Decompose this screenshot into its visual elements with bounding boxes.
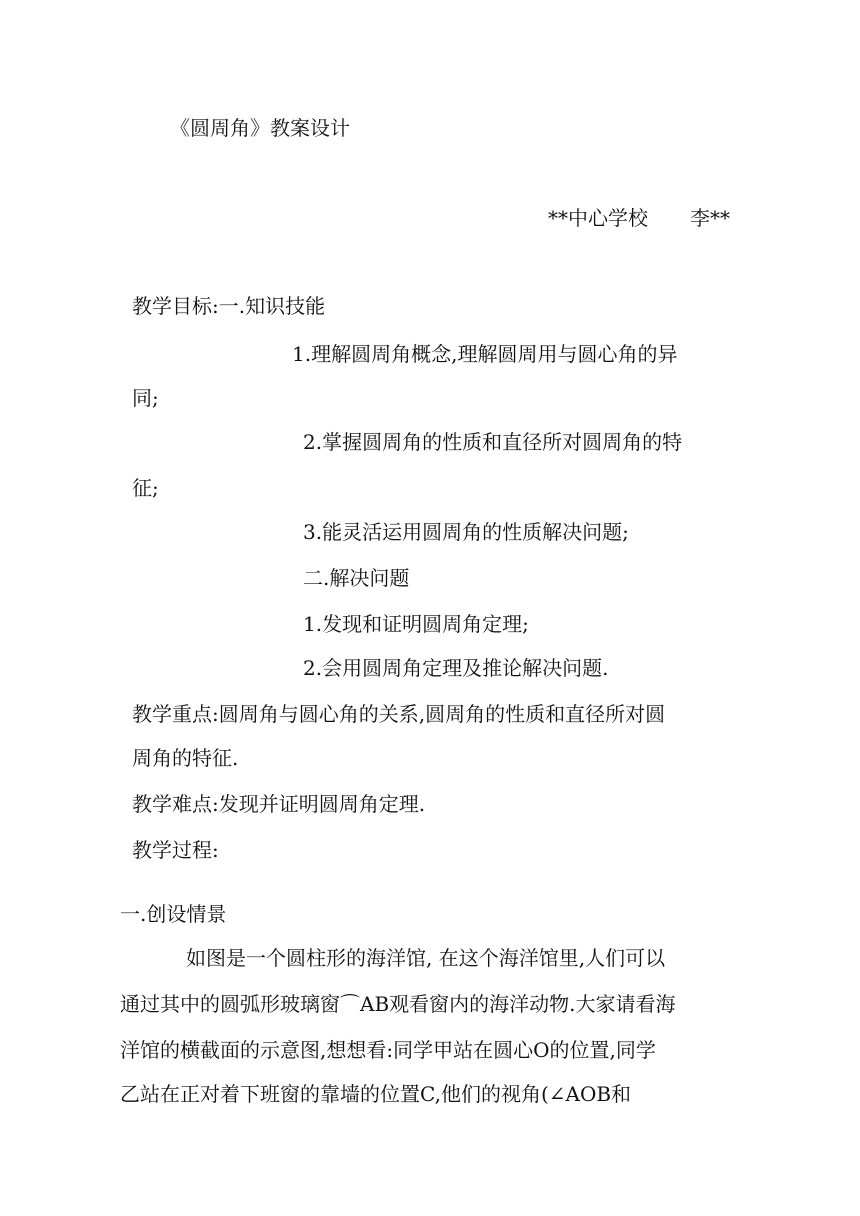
paragraph-line-3: 洋馆的横截面的示意图,想想看:同学甲站在圆心O的位置,同学 [120, 1038, 656, 1062]
goal-3: 3.能灵活运用圆周角的性质解决问题; [303, 520, 629, 544]
goal-2-line-1: 2.掌握圆周角的性质和直径所对圆周角的特 [303, 430, 683, 454]
document-title: 《圆周角》教案设计 [170, 116, 350, 140]
paragraph-line-4: 乙站在正对着下班窗的靠墙的位置C,他们的视角(∠AOB和 [120, 1082, 632, 1106]
key-point-line-2: 周角的特征. [132, 746, 239, 770]
goals-heading: 教学目标:一.知识技能 [132, 294, 326, 318]
author-name: 李** [690, 206, 730, 230]
paragraph-line-1: 如图是一个圆柱形的海洋馆, 在这个海洋馆里,人们可以 [186, 946, 666, 970]
section-2-heading: 二.解决问题 [303, 566, 410, 590]
process-heading: 教学过程: [132, 838, 219, 862]
goal-1-line-1: 1.理解圆周角概念,理解圆周用与圆心角的异 [292, 342, 678, 366]
difficulty-line: 教学难点:发现并证明圆周角定理. [132, 792, 426, 816]
key-point-line-1: 教学重点:圆周角与圆心角的关系,圆周角的性质和直径所对圆 [132, 702, 666, 726]
author-line [548, 204, 730, 232]
solve-item-2: 2.会用圆周角定理及推论解决问题. [303, 656, 609, 680]
author-school: **中心学校 [548, 206, 648, 230]
solve-item-1: 1.发现和证明圆周角定理; [303, 612, 529, 636]
part-1-heading: 一.创设情景 [120, 902, 227, 926]
goal-1-line-2: 同; [132, 386, 159, 410]
paragraph-line-2: 通过其中的圆弧形玻璃窗⌒AB观看窗内的海洋动物.大家请看海 [120, 992, 676, 1016]
goal-2-line-2: 征; [132, 476, 159, 500]
